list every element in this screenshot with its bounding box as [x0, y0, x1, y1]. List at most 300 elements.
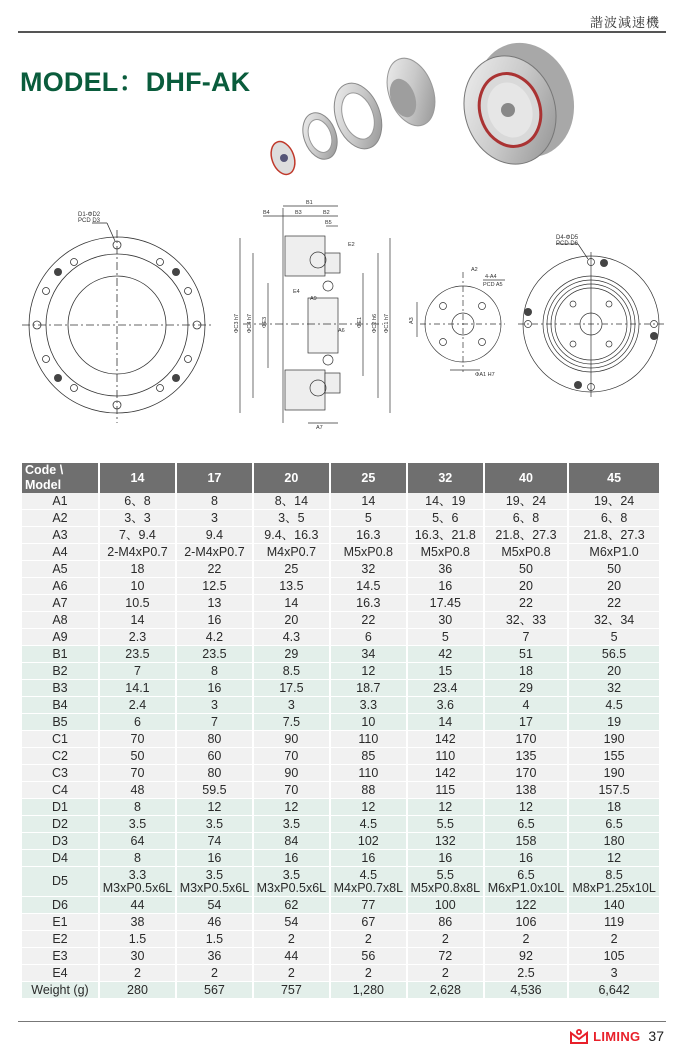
table-cell: 4.3 [254, 629, 331, 646]
table-cell: 142 [408, 765, 485, 782]
table-cell: M6xP1.0 [569, 544, 659, 561]
table-cell: 6、8 [100, 493, 177, 510]
table-cell: 16 [485, 850, 569, 867]
table-cell: 50 [569, 561, 659, 578]
table-cell: 18.7 [331, 680, 408, 697]
table-cell: 22 [177, 561, 254, 578]
table-cell: 138 [485, 782, 569, 799]
table-cell: 16 [408, 850, 485, 867]
table-cell: 6、8 [569, 510, 659, 527]
rear-view-drawing [518, 232, 668, 402]
table-cell: 190 [569, 765, 659, 782]
table-cell: 132 [408, 833, 485, 850]
table-cell: 8 [100, 799, 177, 816]
table-cell: 105 [569, 948, 659, 965]
table-cell: 2 [485, 931, 569, 948]
table-cell: 3、3 [100, 510, 177, 527]
table-cell: 4.2 [177, 629, 254, 646]
table-cell: 190 [569, 731, 659, 748]
table-row [22, 527, 659, 544]
table-cell: 757 [254, 982, 331, 999]
row-code: E4 [22, 965, 100, 982]
table-cell: 2 [408, 965, 485, 982]
row-code: A1 [22, 493, 100, 510]
table-cell: 15 [408, 663, 485, 680]
table-cell: 70 [254, 782, 331, 799]
svg-text:B3: B3 [295, 210, 302, 216]
table-cell: 17.5 [254, 680, 331, 697]
table-cell: 72 [408, 948, 485, 965]
cell-value: 3.5 [205, 867, 224, 882]
table-cell: 2 [254, 965, 331, 982]
corner-header: Code \ Model [22, 463, 100, 493]
table-row [22, 982, 659, 999]
table-cell: 12 [408, 799, 485, 816]
row-code: B5 [22, 714, 100, 731]
table-cell: 2-M4xP0.7 [100, 544, 177, 561]
table-cell: 280 [100, 982, 177, 999]
table-cell [408, 867, 485, 897]
table-cell: 115 [408, 782, 485, 799]
table-cell: 3 [254, 697, 331, 714]
table-cell: 135 [485, 748, 569, 765]
page-title: MODEL：DHF-AK [20, 67, 251, 97]
table-cell: 56 [331, 948, 408, 965]
table-row [22, 663, 659, 680]
table-cell: M5xP0.8 [408, 544, 485, 561]
table-row [22, 931, 659, 948]
table-cell: 9.4、16.3 [254, 527, 331, 544]
table-cell: 90 [254, 765, 331, 782]
table-cell: 13 [177, 595, 254, 612]
table-cell: 18 [569, 799, 659, 816]
row-code: D3 [22, 833, 100, 850]
row-code: B2 [22, 663, 100, 680]
table-cell: 62 [254, 897, 331, 914]
table-cell: 30 [408, 612, 485, 629]
svg-text:A6: A6 [338, 328, 345, 334]
svg-text:PCD D3: PCD D3 [78, 218, 101, 224]
table-cell: 44 [100, 897, 177, 914]
svg-text:ΦC3 h7: ΦC3 h7 [234, 313, 240, 333]
table-cell: 158 [485, 833, 569, 850]
column-header: 45 [569, 463, 659, 493]
svg-text:E2: E2 [348, 242, 355, 248]
table-cell: 18 [485, 663, 569, 680]
table-cell [100, 867, 177, 897]
hub-view-drawing [405, 262, 515, 382]
table-cell: 36 [408, 561, 485, 578]
table-row [22, 493, 659, 510]
brand-logo [569, 1028, 640, 1044]
cell-subvalue: M4xP0.7x8L [333, 880, 404, 895]
row-code: Weight (g) [22, 982, 100, 999]
cell-subvalue: M3xP0.5x6L [102, 880, 173, 895]
table-cell: 22 [485, 595, 569, 612]
table-cell: 70 [100, 765, 177, 782]
table-cell: 8 [177, 663, 254, 680]
table-cell: 32 [331, 561, 408, 578]
table-cell: 14 [254, 595, 331, 612]
table-cell: 16.3 [331, 527, 408, 544]
table-cell: 3.5 [254, 816, 331, 833]
svg-text:ΦA1 H7: ΦA1 H7 [475, 372, 495, 378]
svg-text:ΦE3: ΦE3 [262, 316, 268, 328]
table-cell: 6.5 [485, 816, 569, 833]
table-cell: 2.4 [100, 697, 177, 714]
table-row [22, 612, 659, 629]
table-cell: 17 [485, 714, 569, 731]
row-code: A8 [22, 612, 100, 629]
table-cell: M5xP0.8 [331, 544, 408, 561]
row-code: A7 [22, 595, 100, 612]
table-row [22, 765, 659, 782]
table-cell: 16.3 [331, 595, 408, 612]
table-cell: 23.4 [408, 680, 485, 697]
table-row [22, 782, 659, 799]
table-cell: 54 [177, 897, 254, 914]
table-cell: 4 [485, 697, 569, 714]
cell-value: 8.5 [605, 867, 623, 882]
table-row [22, 646, 659, 663]
svg-text:D1-ΦD2: D1-ΦD2 [78, 212, 101, 218]
table-cell: 30 [100, 948, 177, 965]
table-cell: 14.1 [100, 680, 177, 697]
table-cell: 6.5 [569, 816, 659, 833]
table-row [22, 816, 659, 833]
table-cell: 80 [177, 765, 254, 782]
table-cell: 3.5 [177, 816, 254, 833]
table-cell: M5xP0.8 [485, 544, 569, 561]
table-cell: 2,628 [408, 982, 485, 999]
table-cell: 29 [254, 646, 331, 663]
row-code: A6 [22, 578, 100, 595]
table-cell: 19 [569, 714, 659, 731]
table-cell: 7 [177, 714, 254, 731]
table-cell: M4xP0.7 [254, 544, 331, 561]
table-cell: 5 [569, 629, 659, 646]
row-code: C4 [22, 782, 100, 799]
table-cell: 48 [100, 782, 177, 799]
table-cell: 155 [569, 748, 659, 765]
table-cell: 7、9.4 [100, 527, 177, 544]
table-cell: 92 [485, 948, 569, 965]
table-cell: 170 [485, 731, 569, 748]
table-cell: 180 [569, 833, 659, 850]
svg-text:B4: B4 [263, 210, 270, 216]
table-cell: 4.5 [331, 816, 408, 833]
svg-text:ΦC4 h7: ΦC4 h7 [247, 313, 253, 333]
table-cell: 67 [331, 914, 408, 931]
table-cell: 16 [177, 612, 254, 629]
cell-subvalue: M5xP0.8x8L [410, 880, 481, 895]
table-cell: 3、5 [254, 510, 331, 527]
table-row [22, 544, 659, 561]
table-cell: 2 [331, 965, 408, 982]
brand-name: LIMING [593, 1028, 641, 1044]
table-row [22, 629, 659, 646]
svg-text:B5: B5 [325, 220, 332, 226]
table-cell: 10 [100, 578, 177, 595]
table-cell: 1,280 [331, 982, 408, 999]
table-cell: 86 [408, 914, 485, 931]
svg-text:B1: B1 [306, 200, 313, 206]
table-row [22, 833, 659, 850]
table-cell: 12 [485, 799, 569, 816]
table-cell: 142 [408, 731, 485, 748]
table-cell: 20 [485, 578, 569, 595]
table-cell: 6,642 [569, 982, 659, 999]
table-cell: 32 [569, 680, 659, 697]
table-row [22, 697, 659, 714]
table-row [22, 595, 659, 612]
column-header: 25 [331, 463, 408, 493]
table-cell: 2 [254, 931, 331, 948]
table-cell: 2.5 [485, 965, 569, 982]
table-cell: 42 [408, 646, 485, 663]
table-cell: 3.6 [408, 697, 485, 714]
table-row [22, 965, 659, 982]
column-header: 32 [408, 463, 485, 493]
table-cell: 34 [331, 646, 408, 663]
table-cell: 50 [485, 561, 569, 578]
table-cell: 2 [177, 965, 254, 982]
table-cell: 21.8、27.3 [569, 527, 659, 544]
cell-subvalue: M6xP1.0x10L [487, 880, 565, 895]
table-cell: 16 [177, 680, 254, 697]
table-cell: 106 [485, 914, 569, 931]
svg-text:ΦE1: ΦE1 [357, 316, 363, 328]
row-code: A9 [22, 629, 100, 646]
table-cell: 140 [569, 897, 659, 914]
table-cell: 12 [254, 799, 331, 816]
liming-logo-icon [569, 1028, 589, 1044]
table-cell: 3 [569, 965, 659, 982]
table-cell: 74 [177, 833, 254, 850]
assembled-view-image [455, 38, 580, 168]
row-code: E2 [22, 931, 100, 948]
table-cell: 14 [331, 493, 408, 510]
table-row [22, 748, 659, 765]
table-cell: 46 [177, 914, 254, 931]
table-cell: 16.3、21.8 [408, 527, 485, 544]
svg-text:4-A4: 4-A4 [485, 274, 497, 280]
table-cell: 12 [569, 850, 659, 867]
table-cell: 110 [331, 765, 408, 782]
svg-text:ΦC2 h6: ΦC2 h6 [372, 313, 378, 333]
table-row [22, 561, 659, 578]
bottom-divider [18, 1021, 666, 1022]
row-code: A3 [22, 527, 100, 544]
table-cell: 12 [331, 799, 408, 816]
cell-subvalue: M8xP1.25x10L [572, 880, 656, 895]
table-cell: 2 [408, 931, 485, 948]
cell-value: 3.5 [282, 867, 301, 882]
svg-text:B2: B2 [323, 210, 330, 216]
table-cell: 3 [177, 697, 254, 714]
table-cell: 567 [177, 982, 254, 999]
row-code: E3 [22, 948, 100, 965]
table-cell: 7 [485, 629, 569, 646]
table-cell: 12 [331, 663, 408, 680]
table-cell: 32、33 [485, 612, 569, 629]
table-cell: 5.5 [408, 816, 485, 833]
svg-text:A3: A3 [409, 317, 415, 324]
table-cell: 119 [569, 914, 659, 931]
category-label: 諧波減速機 [589, 16, 660, 31]
svg-text:ΦC1 h7: ΦC1 h7 [384, 313, 390, 333]
row-code: A5 [22, 561, 100, 578]
table-row [22, 897, 659, 914]
table-cell: 170 [485, 765, 569, 782]
section-view-drawing [228, 198, 398, 433]
row-code: E1 [22, 914, 100, 931]
table-cell [569, 867, 659, 897]
table-row [22, 799, 659, 816]
table-cell: 59.5 [177, 782, 254, 799]
table-cell: 6、8 [485, 510, 569, 527]
svg-text:PCD A5: PCD A5 [483, 282, 503, 288]
table-cell: 16 [254, 850, 331, 867]
table-cell: 8 [100, 850, 177, 867]
table-cell: 21.8、27.3 [485, 527, 569, 544]
row-code: D4 [22, 850, 100, 867]
cell-subvalue: M3xP0.5x6L [256, 880, 327, 895]
table-cell: 1.5 [100, 931, 177, 948]
table-cell [177, 867, 254, 897]
table-cell: 5 [408, 629, 485, 646]
table-cell: 1.5 [177, 931, 254, 948]
table-cell: 100 [408, 897, 485, 914]
table-cell: 102 [331, 833, 408, 850]
table-cell: 12 [177, 799, 254, 816]
row-code: C1 [22, 731, 100, 748]
table-cell: 6 [100, 714, 177, 731]
table-cell: 90 [254, 731, 331, 748]
top-divider [18, 31, 666, 33]
table-cell: 80 [177, 731, 254, 748]
table-cell: 23.5 [177, 646, 254, 663]
table-cell: 2.3 [100, 629, 177, 646]
table-row [22, 714, 659, 731]
table-cell: 38 [100, 914, 177, 931]
table-cell [254, 867, 331, 897]
table-cell: 10 [331, 714, 408, 731]
table-row [22, 867, 659, 897]
table-header-row [22, 463, 659, 493]
table-cell: 12.5 [177, 578, 254, 595]
row-code: B3 [22, 680, 100, 697]
table-row [22, 914, 659, 931]
table-cell: 8、14 [254, 493, 331, 510]
table-cell: 4.5 [569, 697, 659, 714]
table-cell: 8.5 [254, 663, 331, 680]
cell-value: 3.3 [128, 867, 147, 882]
table-row [22, 680, 659, 697]
svg-text:A9: A9 [310, 296, 317, 302]
table-cell: 20 [254, 612, 331, 629]
page-footer [569, 1028, 664, 1044]
svg-text:PCD D6: PCD D6 [556, 241, 579, 247]
cell-value: 6.5 [517, 867, 535, 882]
table-cell: 3 [177, 510, 254, 527]
table-cell: 84 [254, 833, 331, 850]
table-cell: 6 [331, 629, 408, 646]
table-cell: 70 [254, 748, 331, 765]
table-cell: 5、6 [408, 510, 485, 527]
table-cell: 3.3 [331, 697, 408, 714]
table-cell: 18 [100, 561, 177, 578]
table-cell: 50 [100, 748, 177, 765]
table-cell: 20 [569, 578, 659, 595]
table-cell: 16 [177, 850, 254, 867]
table-cell: 2 [569, 931, 659, 948]
cell-value: 5.5 [436, 867, 454, 882]
table-cell: 2-M4xP0.7 [177, 544, 254, 561]
table-cell: 122 [485, 897, 569, 914]
row-code: D1 [22, 799, 100, 816]
table-cell: 2 [100, 965, 177, 982]
table-cell [331, 867, 408, 897]
table-cell: 19、24 [569, 493, 659, 510]
svg-text:E4: E4 [293, 289, 300, 295]
table-cell: 16 [331, 850, 408, 867]
table-cell: 29 [485, 680, 569, 697]
table-cell: 19、24 [485, 493, 569, 510]
cell-value: 4.5 [359, 867, 378, 882]
row-code: B4 [22, 697, 100, 714]
table-cell: 14 [100, 612, 177, 629]
table-cell: 110 [408, 748, 485, 765]
specification-table [22, 463, 659, 999]
table-cell: 17.45 [408, 595, 485, 612]
table-cell: 13.5 [254, 578, 331, 595]
table-cell: 22 [331, 612, 408, 629]
table-cell: 7 [100, 663, 177, 680]
svg-text:A2: A2 [471, 267, 478, 273]
table-cell: 22 [569, 595, 659, 612]
row-code: D6 [22, 897, 100, 914]
table-cell: 60 [177, 748, 254, 765]
table-cell: 14、19 [408, 493, 485, 510]
cell-subvalue: M3xP0.5x6L [179, 880, 250, 895]
page-number: 37 [648, 1028, 664, 1044]
table-cell: 20 [569, 663, 659, 680]
table-cell: 110 [331, 731, 408, 748]
table-cell: 14 [408, 714, 485, 731]
table-cell: 64 [100, 833, 177, 850]
table-cell: 2 [331, 931, 408, 948]
front-view-drawing [22, 208, 218, 433]
table-cell: 5 [331, 510, 408, 527]
table-cell [485, 867, 569, 897]
table-row [22, 850, 659, 867]
row-code: D5 [22, 867, 100, 897]
table-cell: 14.5 [331, 578, 408, 595]
column-header: 14 [100, 463, 177, 493]
table-cell: 36 [177, 948, 254, 965]
table-cell: 23.5 [100, 646, 177, 663]
table-cell: 9.4 [177, 527, 254, 544]
exploded-view-image [258, 52, 443, 182]
table-row [22, 731, 659, 748]
svg-text:A7: A7 [316, 425, 323, 431]
table-cell: 56.5 [569, 646, 659, 663]
table-cell: 88 [331, 782, 408, 799]
table-cell: 8 [177, 493, 254, 510]
table-cell: 157.5 [569, 782, 659, 799]
table-cell: 44 [254, 948, 331, 965]
